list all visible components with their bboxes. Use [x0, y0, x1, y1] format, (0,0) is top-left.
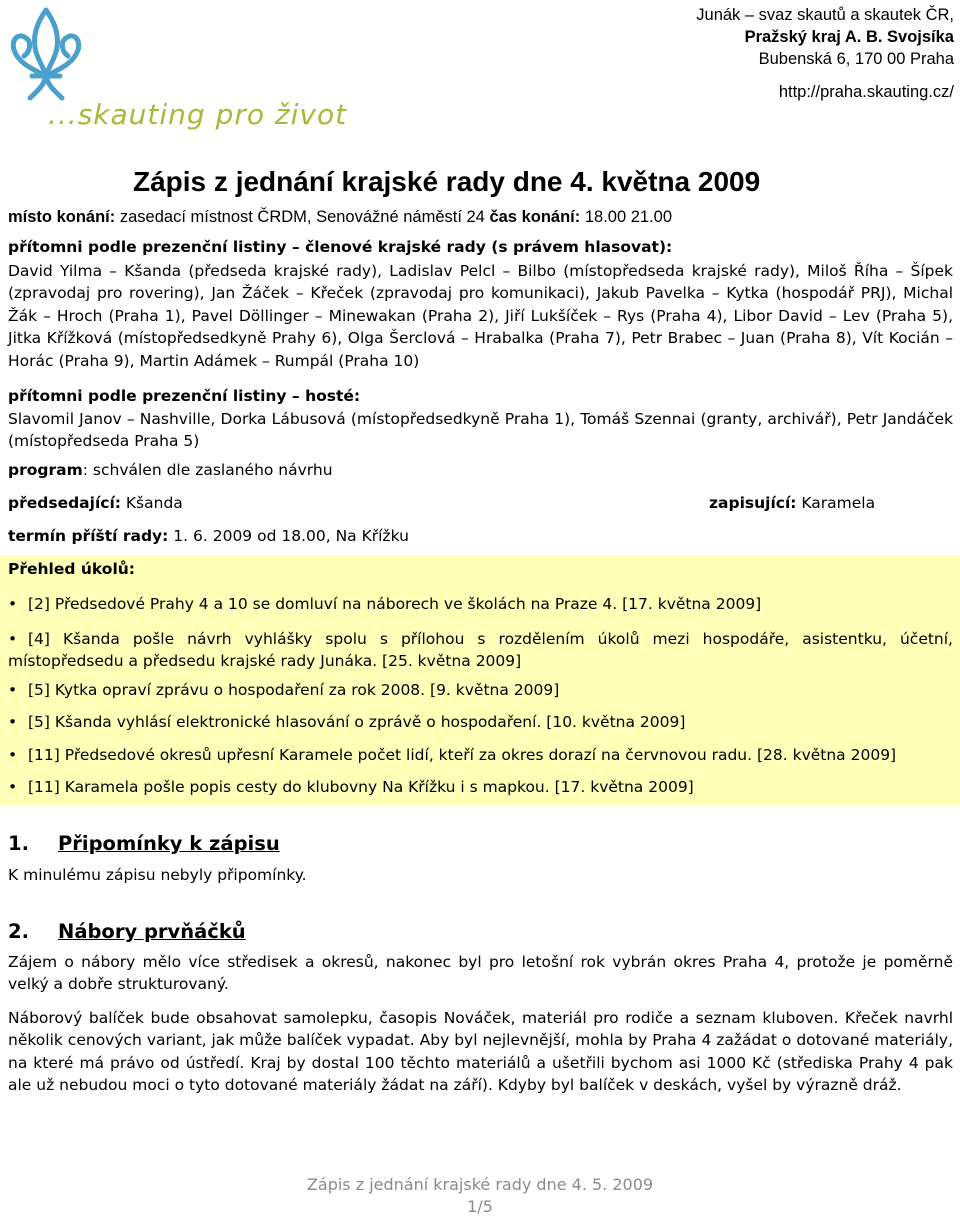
guests-list: Slavomil Janov – Nashville, Dorka Lábusová (místopředsedkyně Praha 1), Tomáš Szennai (granty, archivář), Petr Jandáček (místopředseda Praha 5) — [8, 410, 953, 451]
time-value: 18.00 21.00 — [584, 208, 673, 226]
footer-title: Zápis z jednání krajské rady dne 4. 5. 2009 — [306, 1175, 654, 1194]
org-region: Pražský kraj A. B. Svojsíka — [744, 28, 954, 46]
task-item: • [11] Předsedové okresů upřesní Karamele počet lidí, kteří za okres dorazí na červnovou radu. [28. května 2009] — [8, 746, 897, 764]
recorder-value: Karamela — [796, 494, 876, 512]
place-value: zasedací místnost ČRDM, Senovážné náměstí 24 — [119, 208, 485, 226]
task-item: • [5] Kytka opraví zprávu o hospodaření za rok 2008. [9. května 2009] — [8, 681, 560, 699]
recorder-label: zapisující: — [709, 494, 797, 512]
recorder-line — [709, 494, 875, 512]
chair-line — [8, 494, 183, 512]
task-item: • [11] Karamela pošle popis cesty do klubovny Na Křížku i s mapkou. [17. května 2009] — [8, 778, 694, 796]
tasks-heading: Přehled úkolů: — [8, 560, 135, 578]
logo-slogan: ...skauting pro život — [48, 98, 348, 131]
meeting-meta — [8, 208, 672, 227]
document-title: Zápis z jednání krajské rady dne 4. května 2009 — [133, 166, 761, 197]
members-list: David Yilma – Kšanda (předseda krajské rady), Ladislav Pelcl – Bilbo (místopředseda krajské rady), Miloš Říha – Šípek (zpravodaj pro rovering), Jan Žáček – Křeček (zpravodaj pro komunikaci), Jakub Pavelka – Kytka (hospodář PRJ), Michal Žák – Hroch (Praha 1), Pavel Döllinger – Minewakan (Praha 2), Jiří Lukšíček – Rys (Praha 4), Libor David – Lev (Praha 5), Jitka Křížková (místopředsedkyně Prahy 6), Olga Šerclová – Hrabalka (Praha 7), Petr Brabec – Juan (Praha 8), Vít Kocián – Horác (Praha 9), Martin Adámek – Rumpál (Praha 10) — [8, 262, 953, 370]
section-heading: 1. Připomínky k zápisu — [8, 832, 280, 855]
page-number: 1/5 — [467, 1197, 493, 1216]
org-address: Bubenská 6, 170 00 Praha — [758, 50, 954, 68]
next-meeting-label: termín příští rady: — [8, 527, 169, 545]
time-label: čas konání: — [489, 208, 581, 226]
org-url[interactable]: http://praha.skauting.cz/ — [778, 83, 954, 101]
program-line — [8, 461, 333, 479]
next-meeting-value: 1. 6. 2009 od 18.00, Na Křížku — [168, 527, 409, 545]
next-meeting-line — [8, 527, 409, 545]
program-label: program — [8, 461, 83, 479]
section-heading: 2. Nábory prvňáčků — [8, 920, 246, 943]
chair-label: předsedající: — [8, 494, 121, 512]
section-paragraph: Náborový balíček bude obsahovat samolepku, časopis Nováček, materiál pro rodiče a seznam kluboven. Křeček navrhl několik cenových variant, jak může balíček vypadat. Aby byl nejlevnější, mohla by Praha 4 zažádat o dotované materiály, na které má právo od ústředí. Kraj by dostal 100 těchto materiálů a ušetřili bychom asi 1000 Kč (střediska Prahy 4 pak ale už nebudou moci o tyto dotované materiály žádat na září). Kdyby byl balíček v deskách, vyšel by výrazně dráž. — [8, 1009, 953, 1095]
members-heading: přítomni podle prezenční listiny – členové krajské rady (s právem hlasovat): — [8, 238, 673, 256]
lily-icon — [13, 10, 78, 98]
section-paragraph: Zájem o nábory mělo více středisek a okresů, nakonec byl pro letošní rok vybrán okres Praha 4, protože je poměrně velký a dobře strukturovaný. — [8, 953, 953, 994]
org-name: Junák – svaz skautů a skautek ČR, — [696, 6, 954, 24]
task-item: • [4] Kšanda pošle návrh vyhlášky spolu s přílohou s rozdělením úkolů mezi hospodáře, asistentku, účetní, místopředsedu a předsedu krajské rady Junáka. [25. května 2009] — [8, 630, 953, 671]
task-item: • [5] Kšanda vyhlásí elektronické hlasování o zprávě o hospodaření. [10. května 2009] — [8, 713, 686, 731]
section-paragraph: K minulému zápisu nebyly připomínky. — [8, 866, 307, 884]
chair-value: Kšanda — [120, 494, 183, 512]
program-value: : schválen dle zaslaného návrhu — [82, 461, 333, 479]
task-item: • [2] Předsedové Prahy 4 a 10 se domluví na náborech ve školách na Praze 4. [17. května 2009] — [8, 595, 762, 613]
place-label: místo konání: — [8, 208, 116, 226]
guests-heading: přítomni podle prezenční listiny – hosté: — [8, 387, 361, 405]
